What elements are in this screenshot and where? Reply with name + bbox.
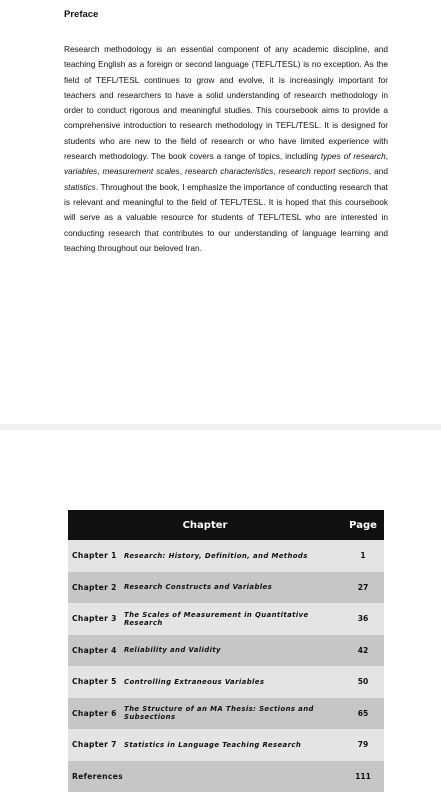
contents-row (68, 698, 384, 730)
chapter-column-header: Chapter (68, 510, 342, 540)
chapter-title: Controlling Extraneous Variables (124, 666, 342, 698)
chapter-title: Research: History, Definition, and Methods (124, 540, 342, 572)
page-column-header: Page (342, 510, 384, 540)
preface-emphasis: types of research (320, 151, 386, 162)
preface-text: , (273, 166, 279, 177)
contents-row (68, 603, 384, 635)
preface-emphasis: research characteristics (185, 166, 274, 177)
preface-heading: Preface (64, 9, 99, 20)
preface-text: , and (368, 166, 388, 177)
chapter-page: 79 (342, 729, 384, 761)
contents-row (68, 635, 384, 667)
references-page: 111 (342, 761, 384, 793)
preface-paragraph (64, 42, 388, 256)
preface-emphasis: research report sections (278, 166, 369, 177)
preface-text: , (179, 166, 185, 177)
chapter-page: 65 (342, 698, 384, 730)
chapter-title: Statistics in Language Teaching Research (124, 729, 342, 761)
preface-text: , (97, 166, 103, 177)
chapter-number: Chapter 5 (68, 666, 124, 698)
contents-table (68, 510, 384, 792)
preface-text: , (385, 151, 389, 162)
chapter-title: Reliability and Validity (124, 635, 342, 667)
chapter-title: The Scales of Measurement in Quantitative Research (124, 603, 342, 635)
chapter-title: The Structure of an MA Thesis: Sections and Subsections (124, 698, 342, 730)
contents-row (68, 540, 384, 572)
preface-emphasis: measurement scales (102, 166, 180, 177)
chapter-page: 1 (342, 540, 384, 572)
chapter-title: Research Constructs and Variables (124, 572, 342, 604)
chapter-page: 50 (342, 666, 384, 698)
chapter-number: Chapter 3 (68, 603, 124, 635)
references-label: References (68, 761, 342, 793)
preface-emphasis: statistics (64, 181, 96, 192)
contents-row (68, 729, 384, 761)
preface-text: . Throughout the book, I emphasize the importance of conducting research that is relevant and meaningful to the field of TEFL/TESL. It is hoped that this coursebook will serve as a valuable resource for students of TEFL/TESL who are interested in conducting research that contributes to our understanding of language learning and teaching throughout our beloved Iran. (64, 181, 388, 253)
chapter-number: Chapter 6 (68, 698, 124, 730)
contents-row-references (68, 761, 384, 793)
contents-row (68, 572, 384, 604)
contents-row (68, 666, 384, 698)
contents-header-row (68, 510, 384, 540)
preface-text: Research methodology is an essential component of any academic discipline, and teaching English as a foreign or second language (TEFL/TESL) is no exception. As the field of TEFL/TESL continues to grow and evolve, it is increasingly important for teachers and researchers to have a solid understanding of research methodology in order to conduct rigorous and meaningful studies. This coursebook aims to provide a comprehensive introduction to research methodology in TEFL/TESL. It is designed for students who are new to the field of research or who have limited experience with research methodology. The book covers a range of topics, including (64, 44, 388, 162)
chapter-page: 42 (342, 635, 384, 667)
chapter-number: Chapter 2 (68, 572, 124, 604)
chapter-page: 27 (342, 572, 384, 604)
chapter-number: Chapter 1 (68, 540, 124, 572)
chapter-number: Chapter 4 (68, 635, 124, 667)
chapter-number: Chapter 7 (68, 729, 124, 761)
preface-emphasis: variables (64, 166, 98, 177)
chapter-page: 36 (342, 603, 384, 635)
